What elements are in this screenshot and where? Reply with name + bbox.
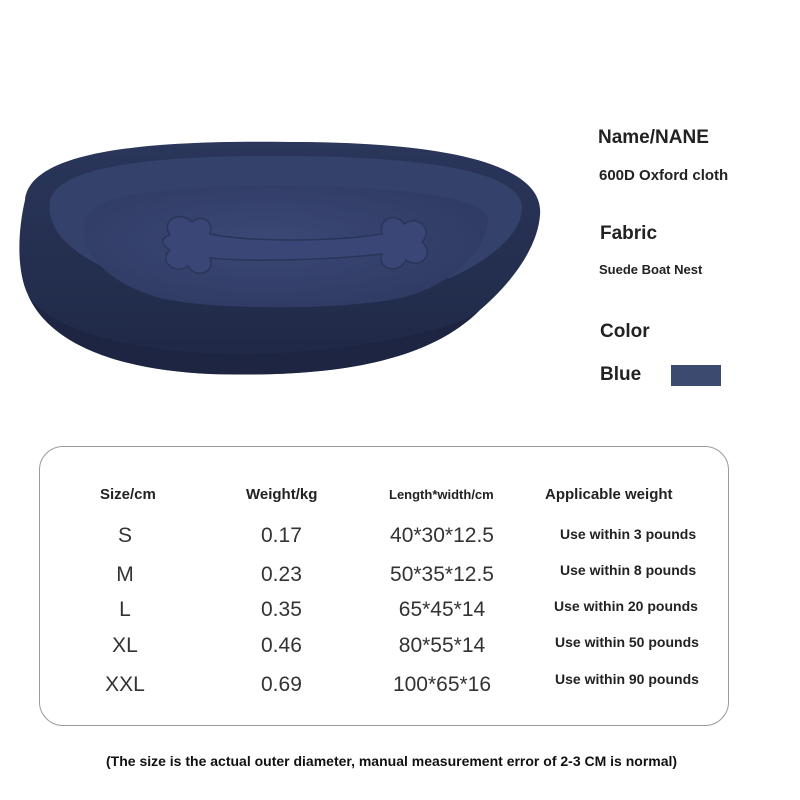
spec-fabric-value: Suede Boat Nest [599,262,703,277]
spec-color-value: Blue [600,364,642,385]
row-dimensions: 100*65*16 [392,673,492,696]
row-size: XXL [105,673,145,696]
row-size: L [119,598,131,621]
header-dimensions: Length*width/cm [389,487,494,502]
header-applicable-weight: Applicable weight [545,486,673,503]
row-dimensions: 50*35*12.5 [390,563,494,586]
row-dimensions: 40*30*12.5 [390,524,494,547]
row-weight: 0.46 [261,634,302,657]
pet-bed-image [10,130,550,390]
spec-color-label: Color [600,321,650,342]
measurement-footnote: (The size is the actual outer diameter, manual measurement error of 2-3 CM is normal) [106,753,678,769]
row-weight: 0.69 [261,673,302,696]
header-size: Size/cm [100,486,156,503]
row-applicable-weight: Use within 3 pounds [560,526,697,542]
row-size: S [117,524,132,547]
spec-name-label: Name/NANE [598,127,709,148]
row-applicable-weight: Use within 8 pounds [560,562,697,578]
row-weight: 0.23 [261,563,302,586]
row-applicable-weight: Use within 50 pounds [555,634,699,650]
row-weight: 0.17 [261,524,302,547]
row-applicable-weight: Use within 90 pounds [555,671,699,687]
spec-name-value: 600D Oxford cloth [599,167,729,184]
row-size: XL [112,634,138,657]
row-applicable-weight: Use within 20 pounds [554,598,698,614]
row-dimensions: 65*45*14 [398,598,486,621]
spec-fabric-label: Fabric [600,223,658,244]
row-dimensions: 80*55*14 [398,634,486,657]
row-weight: 0.35 [261,598,302,621]
color-swatch [671,365,721,386]
row-size: M [116,563,134,586]
size-table [39,446,729,726]
header-weight: Weight/kg [246,486,318,503]
